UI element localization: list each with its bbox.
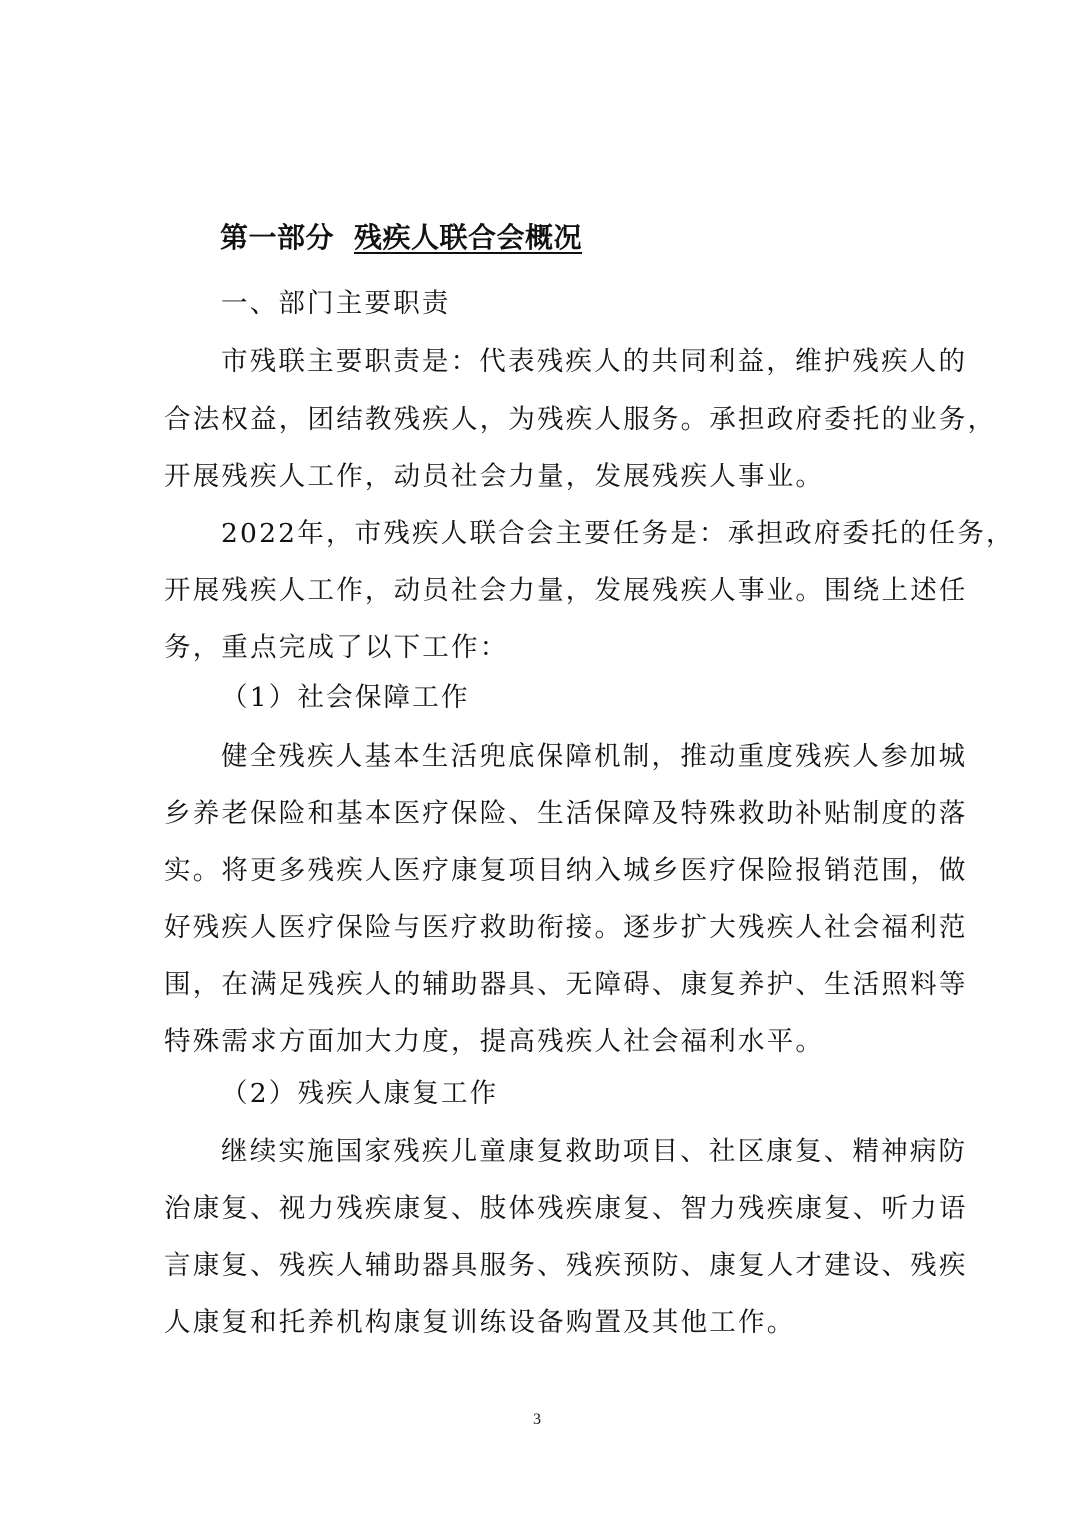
paragraph-line: 开展残疾人工作，动员社会力量，发展残疾人事业。 bbox=[164, 461, 825, 492]
paragraph-line: 乡养老保险和基本医疗保险、生活保障及特殊救助补贴制度的落 bbox=[164, 798, 968, 829]
paragraph-line: 市残联主要职责是：代表残疾人的共同利益，维护残疾人的 bbox=[221, 346, 968, 377]
page-number: 3 bbox=[533, 1411, 541, 1428]
paragraph-line: 围，在满足残疾人的辅助器具、无障碍、康复养护、生活照料等 bbox=[164, 969, 968, 1000]
paragraph-line: 继续实施国家残疾儿童康复救助项目、社区康复、精神病防 bbox=[221, 1136, 968, 1167]
paragraph-line: 特殊需求方面加大力度，提高残疾人社会福利水平。 bbox=[164, 1026, 825, 1057]
section-title: 残疾人联合会概况 bbox=[354, 221, 583, 254]
paragraph-line: 治康复、视力残疾康复、肢体残疾康复、智力残疾康复、听力语 bbox=[164, 1193, 968, 1224]
paragraph-line: 开展残疾人工作，动员社会力量，发展残疾人事业。围绕上述任 bbox=[164, 575, 968, 606]
paragraph-line: 好残疾人医疗保险与医疗救助衔接。逐步扩大残疾人社会福利范 bbox=[164, 912, 968, 943]
subheading-social-security: （1）社会保障工作 bbox=[221, 682, 470, 713]
paragraph-line: 实。将更多残疾人医疗康复项目纳入城乡医疗保险报销范围，做 bbox=[164, 855, 968, 886]
subheading-rehabilitation: （2）残疾人康复工作 bbox=[221, 1078, 499, 1109]
paragraph-line: 言康复、残疾人辅助器具服务、残疾预防、康复人才建设、残疾 bbox=[164, 1250, 968, 1281]
paragraph-line: 人康复和托养机构康复训练设备购置及其他工作。 bbox=[164, 1307, 796, 1338]
paragraph-line: 健全残疾人基本生活兜底保障机制，推动重度残疾人参加城 bbox=[221, 741, 968, 772]
subheading-responsibilities: 一、部门主要职责 bbox=[221, 288, 451, 319]
paragraph-line: 合法权益，团结教残疾人，为残疾人服务。承担政府委托的业务， bbox=[164, 404, 997, 435]
paragraph-line: 务，重点完成了以下工作： bbox=[164, 632, 509, 663]
section-part-label: 第一部分 bbox=[220, 221, 335, 254]
paragraph-line: 2022年，市残疾人联合会主要任务是：承担政府委托的任务， bbox=[221, 518, 1015, 549]
section-heading bbox=[220, 216, 582, 260]
